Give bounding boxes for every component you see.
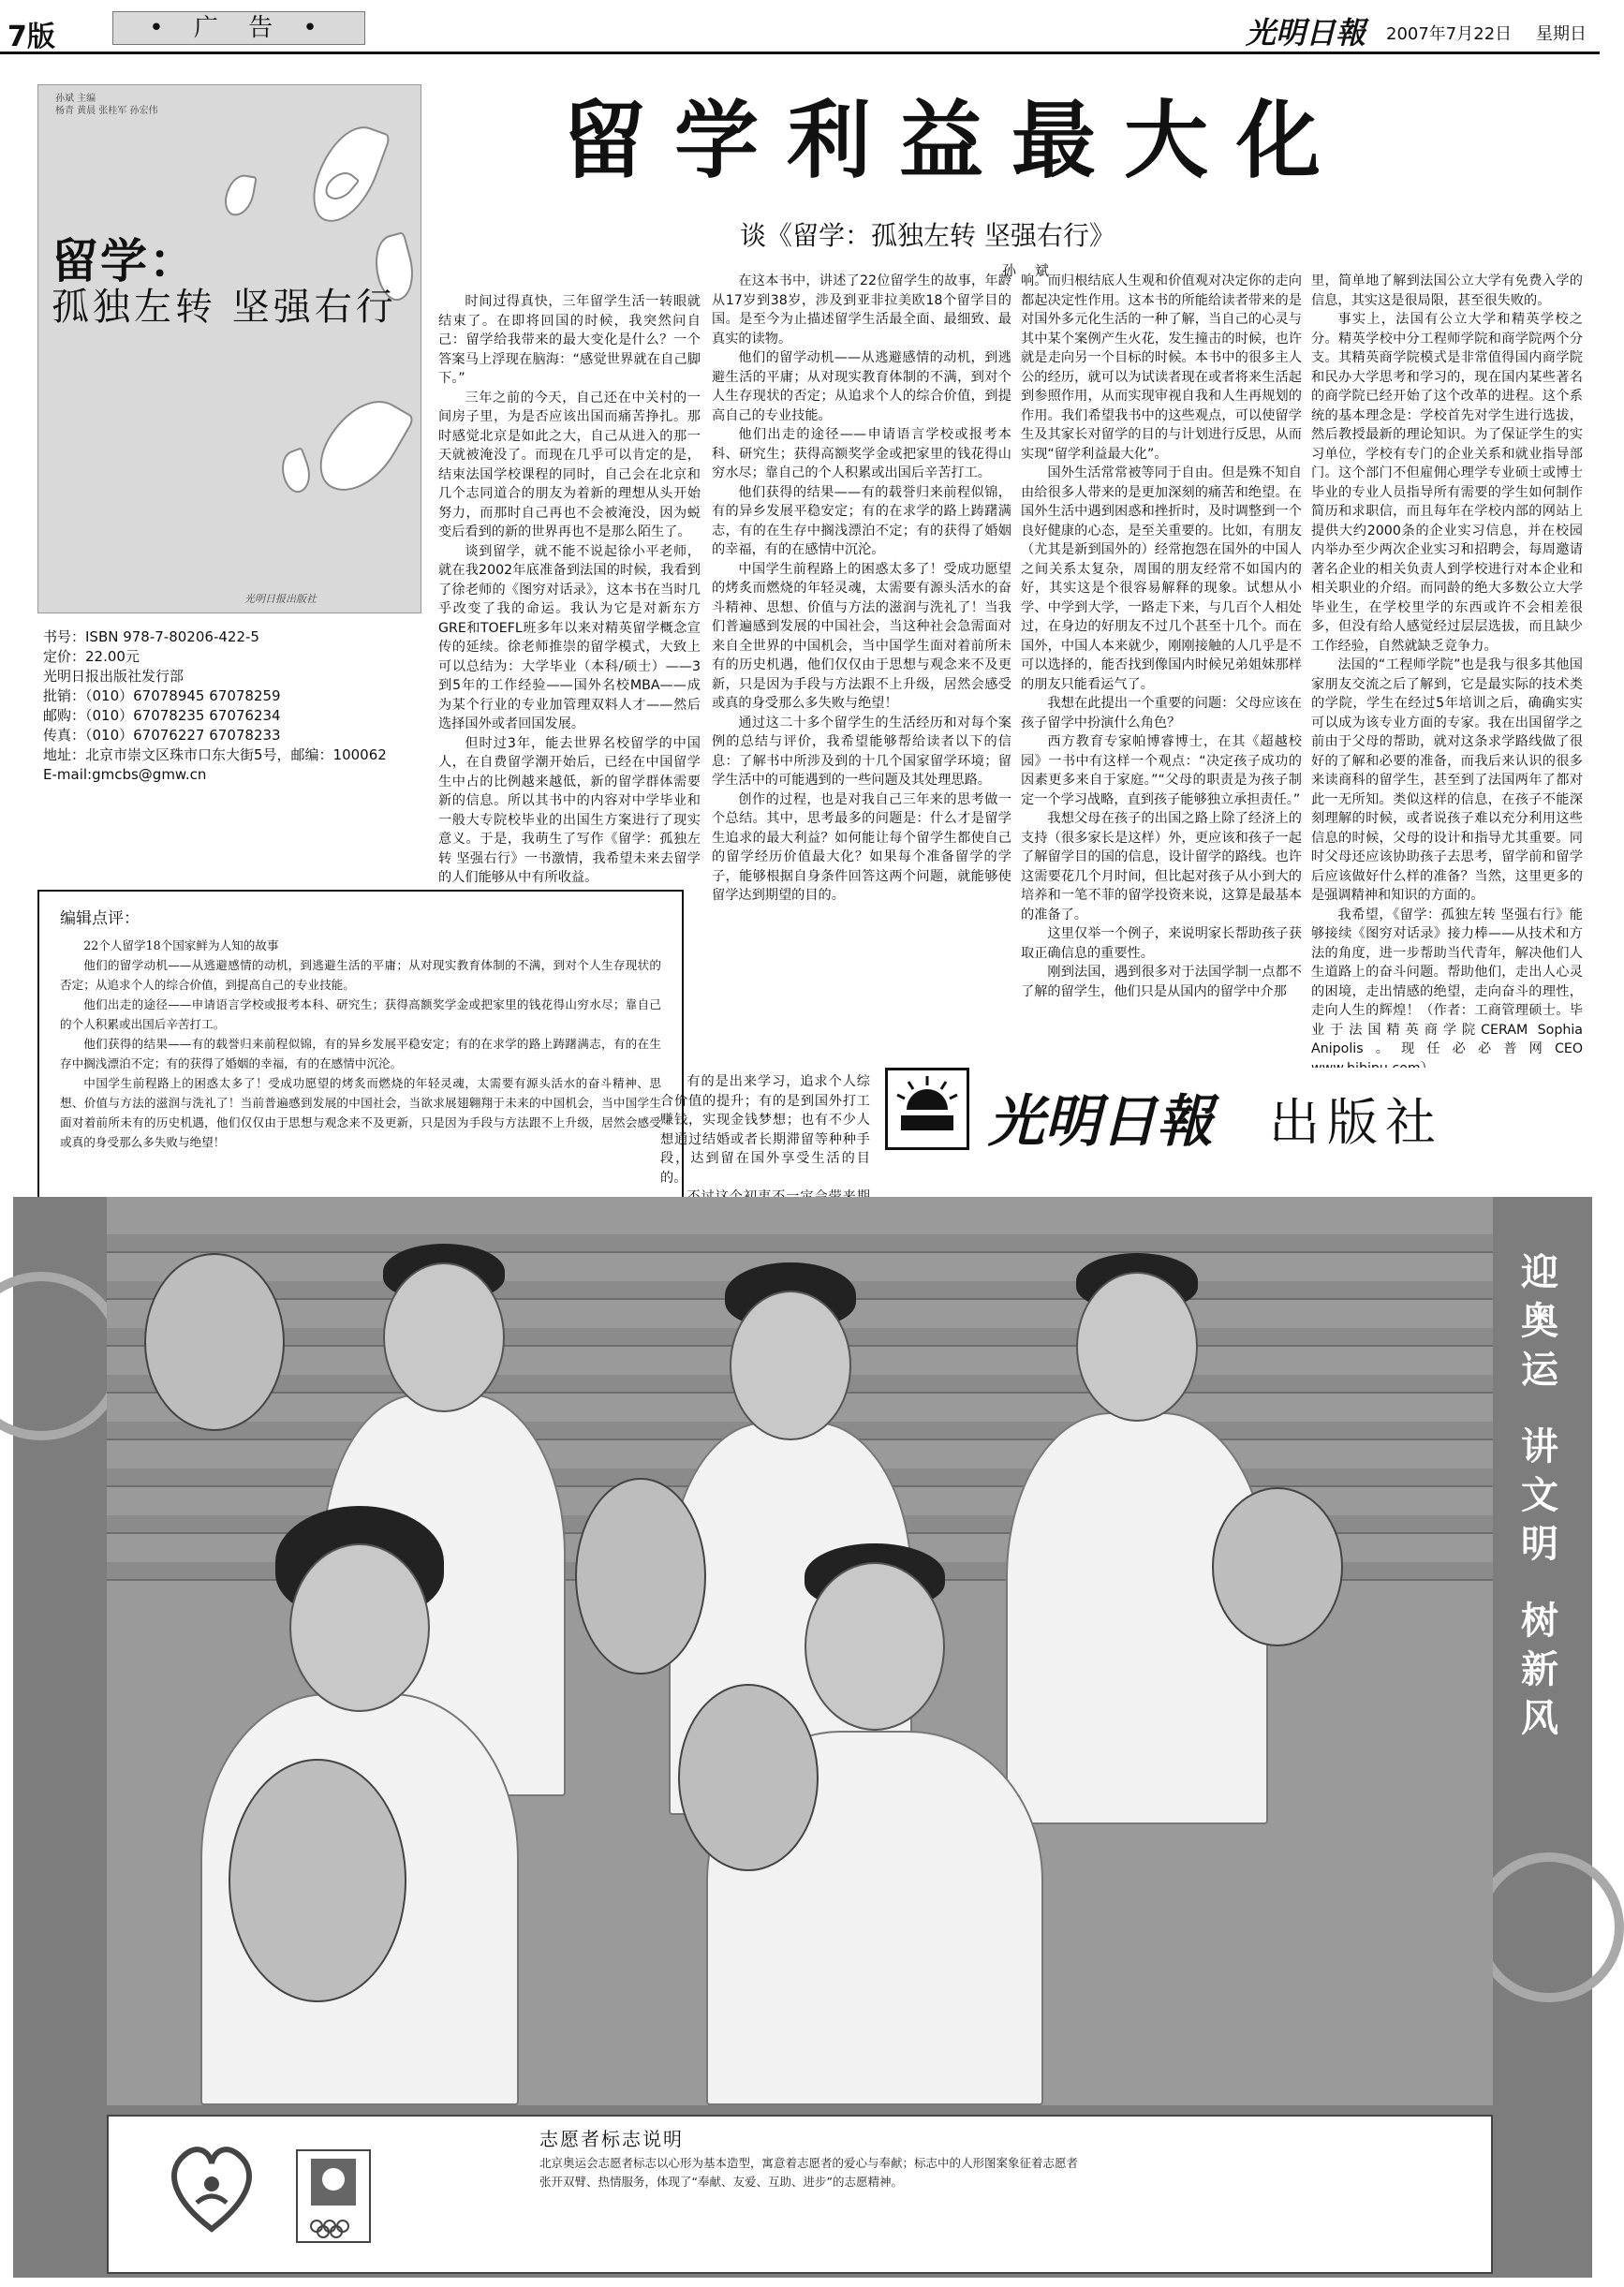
fuwa-mascot-icon	[229, 1759, 406, 2002]
price: 定价：22.00元	[43, 648, 140, 665]
issue-weekday: 星期日	[1536, 24, 1587, 44]
paragraph: 西方教育专家帕博睿博士，在其《超越校园》一书中有这样一个观点：“决定孩子成功的因素更多来自于家庭。”“父母的职责是为孩子制定一个学习战略，直到孩子能够独立承担责任。”	[1021, 734, 1302, 807]
isbn: 书号：ISBN 978-7-80206-422-5	[43, 628, 259, 645]
masthead: 光明日報	[1246, 15, 1366, 51]
slogan-line: 迎奥运	[1521, 1251, 1558, 1392]
publisher-suffix: 出版社	[1269, 1093, 1443, 1152]
email: E-mail:gmcbs@gmw.cn	[43, 766, 207, 783]
volunteer-logo-title: 志愿者标志说明	[539, 2128, 684, 2150]
book-cover	[37, 84, 421, 613]
mail-order-phone: 邮购：（010）67078235 67076234	[43, 707, 281, 724]
wholesale-phone: 批销：（010）67078945 67078259	[43, 687, 281, 704]
editor-paragraph: 他们的留学动机——从逃避感情的动机，到逃避生活的平庸；从对现实教育体制的不满，到对个人生存现状的否定；从追求个人的综合价值，到提高自己的专业技能。	[60, 958, 661, 992]
fuwa-mascot-icon	[1212, 1487, 1343, 1646]
address: 地址：北京市崇文区珠市口东大街5号，邮编：100062	[43, 746, 387, 763]
publisher-logo	[885, 1068, 1541, 1155]
petal-icon	[275, 447, 317, 496]
paragraph: 时间过得真快，三年留学生活一转眼就结束了。在即将回国的时候，我突然问自己：留学给我带来的最大变化是什么？一个答案马上浮现在脑海：“感觉世界就在自己脚下。”	[438, 294, 701, 386]
publisher-name: 光明日報	[988, 1089, 1213, 1155]
paragraph: 他们获得的结果——有的载誉归来前程似锦，有的异乡发展平稳安定；有的在求学的路上踌躇满志，有的在生存中搁浅漂泊不定；有的获得了婚姻的幸福，有的在感情中沉沦。	[712, 484, 1011, 557]
section-label: • 广 告 •	[112, 11, 365, 45]
volunteer-photo-ad	[13, 1197, 1592, 2278]
page-number: 7版	[7, 21, 55, 53]
byline: 孙斌	[1002, 262, 1069, 279]
paragraph: 我希望，《留学：孤独左转 坚强右行》能够接续《图穷对话录》接力棒——从技术和方法的角度，进一步帮助当代青年，解决他们人生道路上的奋斗问题。帮助他们，走出人心灵的困境，走出情感的绝望，走向奋斗的理性，走向人生的辉煌！（作者：工商管理硕士。毕业于法国精英商学院CERAM Sophia Anipolis。现任必必普网CEO	[1311, 907, 1583, 1056]
cover-subtitle: 孤独左转 坚强右行	[52, 286, 397, 329]
book-info	[43, 627, 427, 785]
article-column-1	[438, 292, 701, 885]
volunteer-heart-logo-icon	[165, 2135, 258, 2238]
cover-publisher: 光明日报出版社	[244, 593, 317, 605]
editor-paragraph: 22个人留学18个国家鲜为人知的故事	[83, 938, 279, 952]
fuwa-mascot-icon	[575, 1478, 706, 1675]
beijing-2008-emblem-icon	[296, 2149, 371, 2243]
paragraph: 通过这二十多个留学生的生活经历和对每个案例的总结与评价，我希望能够帮给读者以下的信息：了解书中所涉及到的十几个国家留学环境；留学生活中的可能遇到的一些问题及其处理思路。	[712, 715, 1011, 788]
paragraph: 响。而归根结底人生观和价值观对决定你的走向都起决定性作用。这本书的所能给读者带来的是对国外多元化生活的一种了解，当自己的心灵与其中某个案例产生火花，发生撞击的时候，也许就是走向另一个目标的时候。本书中的很多主人公的经历，就可以为试读者现在或者将来生活起到参照作用，从而实现审视自我和人生再规划的作用。我们希望我书中的这些观点，可以使留学生及其家长对留学的目的与计划进行反思，从而实现“留学利益最大化”。	[1021, 273, 1302, 462]
stair-step	[107, 1234, 1493, 1253]
paragraph: 我想父母在孩子的出国之路上除了经济上的支持（很多家长是这样）外，更应该和孩子一起了解留学目的国的信息，设计留学的路线。也许这需要花几个月时间，但比起对孩子从小到大的培养和一笔不菲的留学投资来说，这算是最基本的准备了。	[1021, 811, 1302, 922]
paragraph: 法国的“工程师学院”也是我与很多其他国家朋友交流之后了解到，它是最实际的技术类的学院，学生在经过5年培训之后，确确实实可以成为该专业方面的专家。我在出国留学之前由于父母的帮助，就对这条求学路线做了很好的了解和必要的准备，而我后来认识的很多来读商科的留学生，甚至到了法国两年了都对此一无所知。类似这样的信息，在孩子不能深刻理解的时候，或者说孩子难以充分利用这些信息的时候，父母的设计和指导尤其重要。同时父母还应该协助孩子去思考，留学前和留学后应该做好什么样的准备？当然，这里更多的是强调精神和知识的方面的。	[1311, 657, 1583, 903]
paragraph: 有的是出来学习，追求个人综合价值的提升；有的是到国外打工赚钱，实现金钱梦想；也有不少人想通过结婚或者长期滞留等种种手段，达到留在国外享受生活的目的。	[660, 1074, 870, 1186]
paragraph: 在这本书中，讲述了22位留学生的故事，年龄从17岁到38岁，涉及到亚非拉美欧18个留学目的国。是至今为止描述留学生活最全面、最细致、最真实的读物。	[712, 273, 1011, 347]
paragraph: 事实上，法国有公立大学和精英学校之分。精英学校中分工程师学院和商学院两个分支。其精英商学院模式是非常值得国内商学院和民办大学思考和学习的，现在国内某些著名的商学院已经开始了这个改革的进程。这个系统的基本理念是：学校首先对学生进行选拔，然后教授最新的理论知识。为了保证学生的实习单位，学校有专门的企业关系和就业指导部门。这个部门不但雇佣心理学专业硕士或博士毕业的专业人员指导所有需要的学生如何制作简历和求职信，而且每年在学校内部的网站上提供大约2000条的企业实习信息，并在校园内举办至少两次企业实习和招聘会，每周邀请著名企业的相关负责人到学校进行对本企业和相关职业的介绍。而同龄的绝大多数公立大学毕业生，在学校里学的东西或许不会相差很多，但没有给人感觉经过层层选拔，而且缺少工作经验，自然就缺乏竞争力。	[1311, 312, 1583, 654]
paragraph: 刚到法国，遇到很多对于法国学制一点都不了解的留学生，他们只是从国内的留学中介那	[1021, 965, 1302, 999]
fuwa-mascot-icon	[678, 1684, 819, 1871]
petal-icon	[222, 172, 257, 219]
volunteer-logo-explanation	[107, 2115, 1493, 2274]
cover-title: 留学：	[52, 234, 198, 288]
fax-number: 传真：（010）67076227 67078233	[43, 727, 281, 744]
paragraph: 谈到留学，就不能不说起徐小平老师，就在我2002年底准备到法国的时候，我看到了徐老师的《图穷对话录》，这本书在当时几乎改变了我的命运。我认为它是对新东方GRE和TOEFL班多年以来对精英留学概念宣传的延续。徐老师推崇的留学模式，大致上可以总结为：大学毕业（本科/硕士）——3到5年的工作经验——国外名校MBA——成为某个行业的专业加管理双料人才——然后选择国外或者回国发展。	[438, 543, 701, 731]
paragraph: 里，简单地了解到法国公立大学有免费入学的信息，其实这是很局限，甚至很失败的。	[1311, 273, 1583, 308]
volunteer-logo-text: 北京奥运会志愿者标志以心形为基本造型，寓意着志愿者的爱心与奉献；标志中的人形图案象征着志愿者张开双臂、热情服务，体现了“奉献、友爱、互助、进步”的志愿精神。	[539, 2156, 1079, 2189]
slogan-line: 树新风	[1521, 1600, 1558, 1740]
paragraph: 但时过3年，能去世界名校留学的中国人，在自费留学潮开始后，已经在中国留学生中占的比例越来越低，新的留学群体需要新的信息。所以其书中的内容对中学毕业和一般大专院校毕业的出国生方案进行了现实意义。于是，我萌生了写作《留学：孤独左转 坚强右行》一书激情，我希望未来去留学的人们能够从中有所收益。	[438, 735, 701, 885]
subheadline: 谈《留学：孤独左转 坚强右行》	[740, 220, 1115, 251]
publisher-dept: 光明日报出版社发行部	[43, 668, 185, 685]
paragraph: 创作的过程，也是对我自己三年来的思考做一个总结。其中，思考最多的问题是：什么才是留学生追求的最大利益？如何能让每个留学生都使自己的留学经历价值最大化？如果每个准备留学的学子，能够根据自身条件回答这两个问题，就能够使留学达到期望的目的。	[712, 791, 1011, 903]
paragraph: 他们出走的途径——申请语言学校或报考本科、研究生；获得高额奖学金或把家里的钱花得山穷水尽；靠自己的个人积累或出国后辛苦打工。	[712, 427, 1011, 480]
sunrise-icon	[888, 1070, 967, 1147]
cloud-swirl-icon	[1474, 1852, 1624, 2002]
headline: 留学利益最大化	[562, 91, 1349, 190]
paragraph: 三年之前的今天，自己还在中关村的一间房子里，为是否应该出国而痛苦挣扎。那时感觉北京是如此之大，自己从进入的那一天就被淹没了。而现在几乎可以肯定的是，结束法国学校课程的同时，自己会在北京和几个志同道合的朋友为着新的理想从头开始努力，而那时自己再也不会被淹没，因为蜕变后看到的新的世界再也不是那么陌生了。	[438, 390, 701, 539]
page-header	[0, 0, 1600, 54]
slogan	[1507, 1248, 1572, 1743]
paragraph: 国外生活常常被等同于自由。但是殊不知自由给很多人带来的是更加深刻的痛苦和绝望。在国外生活中遇到困惑和挫折时，及时调整到一个良好健康的心态，是至关重要的。比如，有朋友（尤其是新到国外的）经常抱怨在国外的中国人之间关系太复杂，周围的朋友经常不如国内的好，其实这是个很容易解释的现象。试想从小学、中学到大学，一路走下来，与几百个人相处过，在身边的好朋友不过几个甚至十几个。而在国外，中国人本来就少，刚刚接触的人几乎是不可以选择的，能否找到像国内时候兄弟姐妹那样的朋友只能看运气了。	[1021, 465, 1302, 692]
fuwa-mascot-icon	[144, 1253, 285, 1431]
editor-paragraph: 中国学生前程路上的困惑太多了！受成功愿望的烤炙而燃烧的年轻灵魂，太需要有源头活水的奋斗精神、思想、价值与方法的滋润与洗礼了！当前普遍感到发展的中国社会，当欲求展翅翱翔于未来的中国机会，当中国学生面对着前所未有的历史机遇，他们仅仅由于思想与观念来不及更新，只是因为手段与方法跟不上升级，居然会感受或真的身受那么多失败与绝望！	[60, 1076, 661, 1149]
publisher-emblem-icon	[885, 1068, 969, 1150]
article-column-3	[1021, 272, 1302, 1083]
issue-date: 2007年7月22日	[1386, 24, 1513, 44]
paragraph: 我想在此提出一个重要的问题：父母应该在孩子留学中扮演什么角色？	[1021, 696, 1302, 730]
slogan-line: 讲文明	[1521, 1425, 1558, 1566]
petal-icon	[307, 385, 416, 507]
editor-paragraph: 他们获得的结果——有的载誉归来前程似锦，有的异乡发展平稳安定；有的在求学的路上踌躇满志，有的在生存中搁浅漂泊不定；有的获得了婚姻的幸福，有的在感情中沉沦。	[60, 1037, 661, 1070]
article-column-4	[1311, 272, 1583, 1083]
paragraph: 这里仅举一个例子，来说明家长帮助孩子获取正确信息的重要性。	[1021, 926, 1302, 961]
paragraph: 中国学生前程路上的困惑太多了！受成功愿望的烤炙而燃烧的年轻灵魂，太需要有源头活水的奋斗精神、思想、价值与方法的滋润与洗礼了！当我们普遍感到发展的中国社会，当这种社会急需面对来自全世界的中国机会，当中国学生面对着前所未有的历史机遇，他们仅仅由于思想与观念来不及更新，只是因为手段与方法跟不上升级，居然会感受或真的身受那么多失败与绝望！	[712, 561, 1011, 711]
volunteer-group-photo	[107, 1197, 1493, 2105]
cover-series: 孙斌 主编 杨青 黄晨 张桂军 孙宏伟	[55, 94, 158, 116]
editor-comment-title: 编辑点评：	[60, 909, 140, 928]
editor-paragraph: 他们出走的途径——申请语言学校或报考本科、研究生；获得高额奖学金或把家里的钱花得山穷水尽；靠自己的个人积累或出国后辛苦打工。	[60, 997, 661, 1031]
paragraph: 他们的留学动机——从逃避感情的动机，到逃避生活的平庸；从对现实教育体制的不满，到对个人生存现状的否定；从追求个人的综合价值，到提高自己的专业技能。	[712, 350, 1011, 423]
